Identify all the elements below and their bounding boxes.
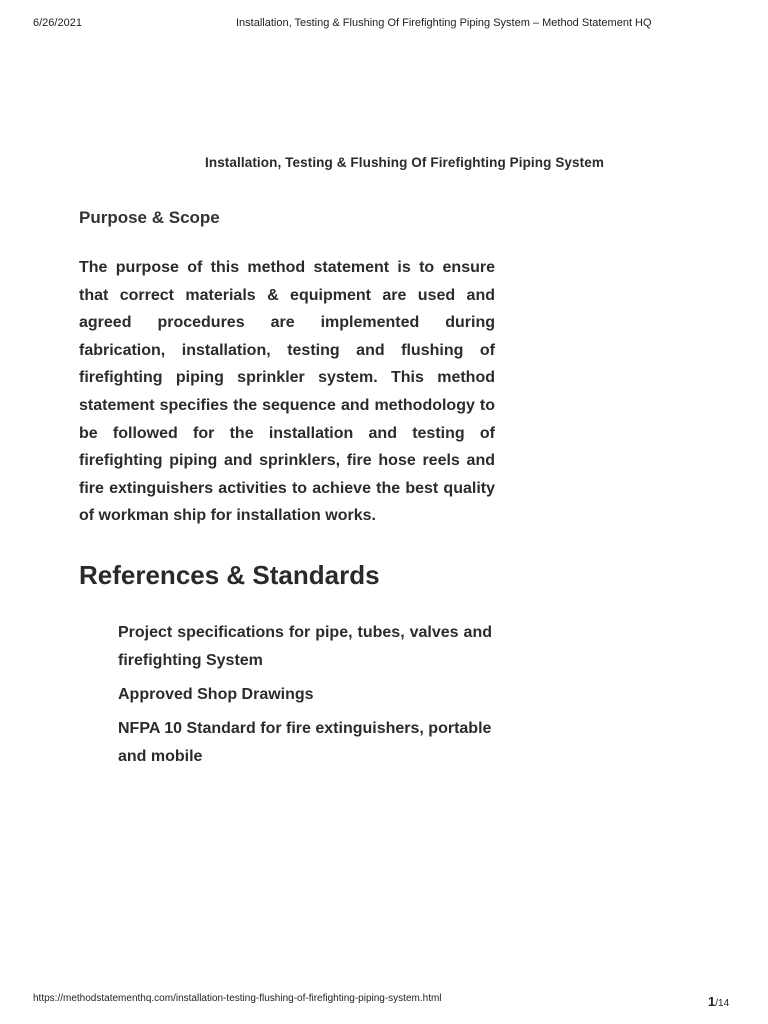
purpose-scope-heading: Purpose & Scope [79, 208, 220, 227]
print-header-title: Installation, Testing & Flushing Of Firefighting Piping System – Method Statement HQ [236, 17, 652, 29]
page-current: 1 [708, 994, 716, 1009]
references-list [118, 619, 503, 777]
reference-item-nfpa-10: NFPA 10 Standard for fire extinguishers, portable and mobile [118, 720, 492, 765]
purpose-scope-body: The purpose of this method statement is to ensure that correct materials & equipment are used and agreed procedures are implemented during fabrication, installation, testing and flushing of firefighting piping sprinkler system. This method statement specifies the sequence and methodology to be followed for the installation and testing of firefighting piping and sprinklers, fire hose reels and fire extinguishers activities to achieve the best quality of workman ship for installation works. [79, 259, 495, 525]
references-standards-heading: References & Standards [79, 560, 380, 590]
print-date: 6/26/2021 [33, 17, 82, 29]
document-title: Installation, Testing & Flushing Of Firefighting Piping System [205, 155, 604, 170]
page-number [708, 994, 729, 1009]
reference-item-shop-drawings: Approved Shop Drawings [118, 686, 314, 703]
page-total: /14 [715, 998, 730, 1009]
reference-item-project-specifications: Project specifications for pipe, tubes, valves and firefighting System [118, 624, 492, 669]
print-footer-url: https://methodstatementhq.com/installation-testing-flushing-of-firefighting-piping-system.html [33, 993, 442, 1004]
